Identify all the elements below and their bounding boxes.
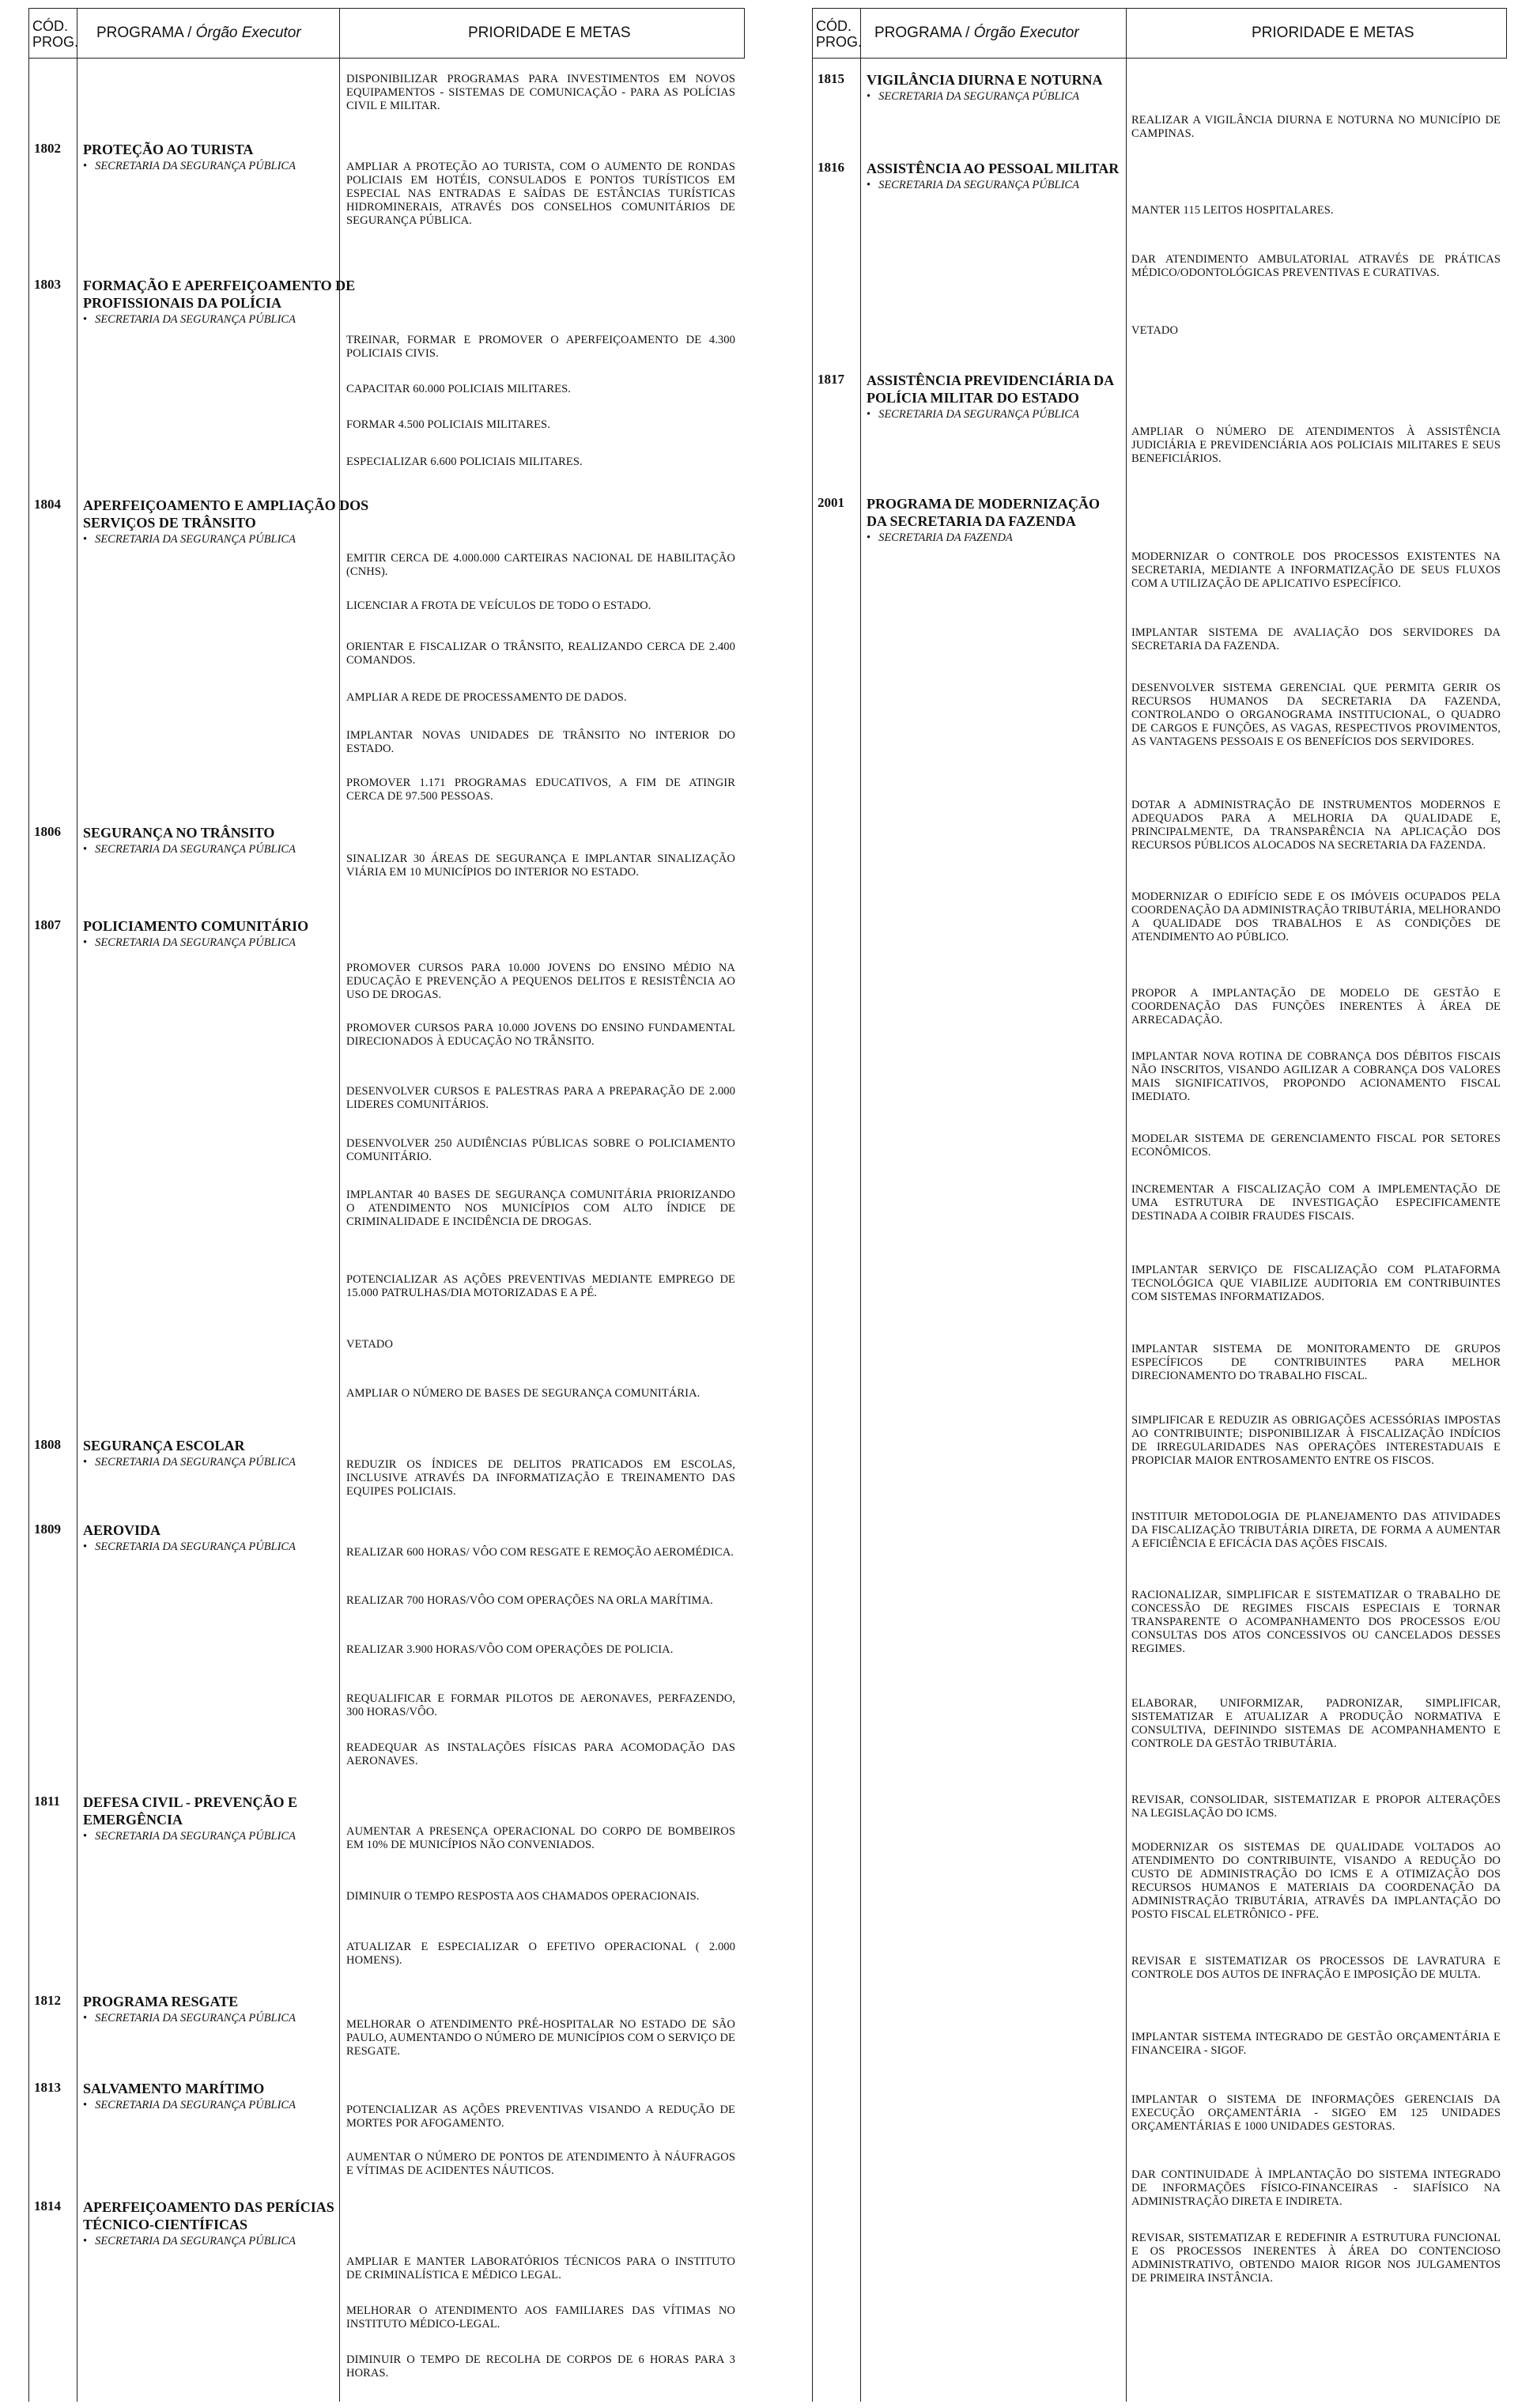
- program-name-text: AEROVIDA: [83, 1522, 161, 1538]
- goal-item: IMPLANTAR SISTEMA INTEGRADO DE GESTÃO ORÇAMENTÁRIA E FINANCEIRA - SIGOF.: [1131, 2031, 1501, 2057]
- goal-item: VETADO: [346, 1338, 394, 1351]
- goal-item: MELHORAR O ATENDIMENTO PRÉ-HOSPITALAR NO ESTADO DE SÃO PAULO, AUMENTANDO O NÚMERO DE MUNICÍPIOS COM O SERVIÇO DE RESGATE.: [346, 2018, 735, 2058]
- left-column: [28, 8, 745, 2402]
- program-name: [83, 1794, 376, 1843]
- header-prioridade: PRIORIDADE E METAS: [1252, 25, 1414, 41]
- header-programa-main: PROGRAMA /: [874, 25, 974, 41]
- header-programa-italic: Órgão Executor: [195, 25, 301, 41]
- program-code: 1803: [34, 277, 61, 292]
- program-name: [867, 495, 1120, 545]
- bullet-icon: •: [867, 408, 871, 421]
- goal-item: MELHORAR O ATENDIMENTO AOS FAMILIARES DAS VÍTIMAS NO INSTITUTO MÉDICO-LEGAL.: [346, 2304, 735, 2331]
- bullet-icon: •: [83, 313, 88, 326]
- goal-item: INCREMENTAR A FISCALIZAÇÃO COM A IMPLEMENTAÇÃO DE UMA ESTRUTURA DE INVESTIGAÇÃO ESPECIFICAMENTE DESTINADA A COIBIR FRAUDES FISCAIS.: [1131, 1183, 1501, 1223]
- program-code: 2001: [818, 495, 844, 510]
- goal-item: TREINAR, FORMAR E PROMOVER O APERFEIÇOAMENTO DE 4.300 POLICIAIS CIVIS.: [346, 334, 735, 360]
- goal-item: IMPLANTAR SISTEMA DE MONITORAMENTO DE GRUPOS ESPECÍFICOS DE CONTRIBUINTES PARA MELHOR DIRECIONAMENTO DO TRABALHO FISCAL.: [1131, 1343, 1501, 1382]
- goal-item: MODELAR SISTEMA DE GERENCIAMENTO FISCAL POR SETORES ECONÔMICOS.: [1131, 1132, 1501, 1159]
- program-org: [83, 2099, 376, 2112]
- program-name-text: APERFEIÇOAMENTO E AMPLIAÇÃO DOS SERVIÇOS DE TRÂNSITO: [83, 497, 369, 531]
- program-code: 1816: [818, 160, 844, 175]
- program-name: [83, 497, 376, 546]
- program-org: [83, 1540, 376, 1554]
- goal-item: READEQUAR AS INSTALAÇÕES FÍSICAS PARA ACOMODAÇÃO DAS AERONAVES.: [346, 1741, 735, 1767]
- goal-item: LICENCIAR A FROTA DE VEÍCULOS DE TODO O ESTADO.: [346, 599, 651, 612]
- table-body: [813, 57, 1507, 2402]
- header-programa: [874, 25, 1079, 42]
- goal-item: IMPLANTAR SERVIÇO DE FISCALIZAÇÃO COM PLATAFORMA TECNOLÓGICA QUE VIABILIZE AUDITORIA EM CONTRIBUINTES COM SISTEMAS INFORMATIZADOS.: [1131, 1264, 1501, 1303]
- goal-item: DIMINUIR O TEMPO RESPOSTA AOS CHAMADOS OPERACIONAIS.: [346, 1890, 700, 1903]
- goal-item: ELABORAR, UNIFORMIZAR, PADRONIZAR, SIMPLIFICAR, SISTEMATIZAR E ATUALIZAR A PRODUÇÃO NORMATIVA E CONSULTIVA, DEFININDO SISTEMAS DE ACOMPANHAMENTO E CONTROLE DA GESTÃO TRIBUTÁRIA.: [1131, 1697, 1501, 1750]
- goal-item: REALIZAR 600 HORAS/ VÔO COM RESGATE E REMOÇÃO AEROMÉDICA.: [346, 1546, 734, 1559]
- program-name: [83, 277, 376, 327]
- bullet-icon: •: [83, 533, 88, 546]
- goal-item: AUMENTAR O NÚMERO DE PONTOS DE ATENDIMENTO À NÁUFRAGOS E VÍTIMAS DE ACIDENTES NÁUTICOS.: [346, 2151, 735, 2177]
- program-name-text: ASSISTÊNCIA AO PESSOAL MILITAR: [867, 161, 1120, 176]
- program-name-text: ASSISTÊNCIA PREVIDENCIÁRIA DA POLÍCIA MILITAR DO ESTADO: [867, 372, 1114, 406]
- goal-item: REALIZAR 700 HORAS/VÔO COM OPERAÇÕES NA ORLA MARÍTIMA.: [346, 1594, 713, 1607]
- goal-item: DISPONIBILIZAR PROGRAMAS PARA INVESTIMENTOS EM NOVOS EQUIPAMENTOS - SISTEMAS DE COMUNICAÇÃO - PARA AS POLÍCIAS CIVIL E MILITAR.: [346, 73, 735, 112]
- goal-item: REVISAR E SISTEMATIZAR OS PROCESSOS DE LAVRATURA E CONTROLE DOS AUTOS DE INFRAÇÃO E IMPOSIÇÃO DE MULTA.: [1131, 1955, 1501, 1981]
- program-org: [867, 179, 1120, 192]
- program-code: 1804: [34, 497, 61, 512]
- goal-item: REALIZAR A VIGILÂNCIA DIURNA E NOTURNA NO MUNICÍPIO DE CAMPINAS.: [1131, 114, 1501, 140]
- goal-item: IMPLANTAR O SISTEMA DE INFORMAÇÕES GERENCIAIS DA EXECUÇÃO ORÇAMENTÁRIA - SIGEO EM 125 UNIDADES ORÇAMENTÁRIAS E 1000 UNIDADES GESTORAS.: [1131, 2093, 1501, 2133]
- program-name: [83, 2198, 376, 2248]
- goal-item: AMPLIAR E MANTER LABORATÓRIOS TÉCNICOS PARA O INSTITUTO DE CRIMINALÍSTICA E MÉDICO LEGAL.: [346, 2255, 735, 2281]
- program-org-text: SECRETARIA DA SEGURANÇA PÚBLICA: [95, 1830, 296, 1843]
- goal-item: AMPLIAR A PROTEÇÃO AO TURISTA, COM O AUMENTO DE RONDAS POLICIAIS EM HOTÉIS, CONSULADOS E PONTOS TURÍSTICOS EM ESPECIAL NAS ENTRADAS E SAÍDAS DE ESTÂNCIAS TURÍSTICAS HIDROMINERAIS, ATRAVÉS DOS CONSELHOS COMUNITÁRIOS DE SEGURANÇA PÚBLICA.: [346, 161, 735, 227]
- goal-item: MANTER 115 LEITOS HOSPITALARES.: [1131, 204, 1334, 217]
- program-name-text: SEGURANÇA NO TRÂNSITO: [83, 825, 275, 841]
- goal-item: IMPLANTAR SISTEMA DE AVALIAÇÃO DOS SERVIDORES DA SECRETARIA DA FAZENDA.: [1131, 626, 1501, 652]
- program-org-text: SECRETARIA DA SEGURANÇA PÚBLICA: [95, 843, 296, 856]
- program-name: [83, 1522, 376, 1554]
- program-code: 1811: [34, 1794, 61, 1809]
- bullet-icon: •: [83, 843, 88, 856]
- program-name: [867, 160, 1120, 192]
- program-name: [83, 2080, 376, 2112]
- goal-item: PROPOR A IMPLANTAÇÃO DE MODELO DE GESTÃO E COORDENAÇÃO DAS FUNÇÕES INERENTES À ÁREA DE ARRECADAÇÃO.: [1131, 987, 1501, 1026]
- goal-item: REDUZIR OS ÍNDICES DE DELITOS PRATICADOS EM ESCOLAS, INCLUSIVE ATRAVÉS DA INFORMATIZAÇÃO E TREINAMENTO DAS EQUIPES POLICIAIS.: [346, 1458, 735, 1498]
- goal-item: ESPECIALIZAR 6.600 POLICIAIS MILITARES.: [346, 456, 583, 468]
- program-code: 1807: [34, 917, 61, 932]
- goal-item: IMPLANTAR 40 BASES DE SEGURANÇA COMUNITÁRIA PRIORIZANDO O ATENDIMENTO NOS MUNICÍPIOS COM ALTO ÍNDICE DE CRIMINALIDADE E INCIDÊNCIA DE DROGAS.: [346, 1189, 735, 1228]
- goal-item: REVISAR, SISTEMATIZAR E REDEFINIR A ESTRUTURA FUNCIONAL E OS PROCESSOS INERENTES À ÁREA DO CONTENCIOSO ADMINISTRATIVO, OBTENDO MAIOR RIGOR NOS JULGAMENTOS DE PRIMEIRA INSTÂNCIA.: [1131, 2232, 1501, 2285]
- bullet-icon: •: [83, 2235, 88, 2247]
- program-org: [83, 160, 376, 173]
- program-org: [83, 2012, 376, 2025]
- goal-item: DAR CONTINUIDADE À IMPLANTAÇÃO DO SISTEMA INTEGRADO DE INFORMAÇÕES FÍSICO-FINANCEIRAS - SIAFÍSICO NA ADMINISTRAÇÃO DIRETA E INDIRETA.: [1131, 2168, 1501, 2208]
- program-org-text: SECRETARIA DA SEGURANÇA PÚBLICA: [95, 1540, 296, 1553]
- program-name: [83, 141, 376, 173]
- goal-item: IMPLANTAR NOVAS UNIDADES DE TRÂNSITO NO INTERIOR DO ESTADO.: [346, 729, 735, 755]
- goal-item: REQUALIFICAR E FORMAR PILOTOS DE AERONAVES, PERFAZENDO, 300 HORAS/VÔO.: [346, 1692, 735, 1718]
- program-name: [83, 1993, 376, 2025]
- bullet-icon: •: [83, 1456, 88, 1469]
- program-org: [83, 843, 376, 856]
- program-org-text: SECRETARIA DA SEGURANÇA PÚBLICA: [95, 2235, 296, 2247]
- program-code: 1812: [34, 1993, 61, 2008]
- program-name: [83, 917, 376, 950]
- goal-item: POTENCIALIZAR AS AÇÕES PREVENTIVAS MEDIANTE EMPREGO DE 15.000 PATRULHAS/DIA MOTORIZADAS E A PÉ.: [346, 1273, 735, 1299]
- goal-item: DIMINUIR O TEMPO DE RECOLHA DE CORPOS DE 6 HORAS PARA 3 HORAS.: [346, 2353, 735, 2380]
- table-body: [29, 57, 745, 2402]
- goal-item: POTENCIALIZAR AS AÇÕES PREVENTIVAS VISANDO A REDUÇÃO DE MORTES POR AFOGAMENTO.: [346, 2104, 735, 2130]
- header-programa-italic: Órgão Executor: [973, 25, 1079, 41]
- goal-item: EMITIR CERCA DE 4.000.000 CARTEIRAS NACIONAL DE HABILITAÇÃO (CNHS).: [346, 552, 735, 578]
- bullet-icon: •: [83, 936, 88, 949]
- goal-item: SIMPLIFICAR E REDUZIR AS OBRIGAÇÕES ACESSÓRIAS IMPOSTAS AO CONTRIBUINTE; DISPONIBILIZAR À FISCALIZAÇÃO INDÍCIOS DE IRREGULARIDADES NAS OPERAÇÕES INTERESTADUAIS E PROPICIAR MAIOR ENTROSAMENTO ENTRE OS FISCOS.: [1131, 1414, 1501, 1467]
- program-org-text: SECRETARIA DA SEGURANÇA PÚBLICA: [878, 179, 1079, 191]
- program-org-text: SECRETARIA DA SEGURANÇA PÚBLICA: [878, 408, 1079, 421]
- program-code: 1806: [34, 824, 61, 839]
- bullet-icon: •: [867, 90, 871, 103]
- goal-item: REALIZAR 3.900 HORAS/VÔO COM OPERAÇÕES DE POLICIA.: [346, 1643, 674, 1656]
- program-org: [83, 2235, 376, 2248]
- header-programa: [96, 25, 301, 42]
- goal-item: DAR ATENDIMENTO AMBULATORIAL ATRAVÉS DE PRÁTICAS MÉDICO/ODONTOLÓGICAS PREVENTIVAS E CURATIVAS.: [1131, 253, 1501, 279]
- goal-item: DESENVOLVER 250 AUDIÊNCIAS PÚBLICAS SOBRE O POLICIAMENTO COMUNITÁRIO.: [346, 1137, 735, 1163]
- program-org-text: SECRETARIA DA SEGURANÇA PÚBLICA: [878, 90, 1079, 103]
- goal-item: DESENVOLVER SISTEMA GERENCIAL QUE PERMITA GERIR OS RECURSOS HUMANOS DA SECRETARIA DA FAZENDA, CONTROLANDO O ORGANOGRAMA INSTITUCIONAL, O QUADRO DE CARGOS E FUNÇÕES, AS VAGAS, RESPECTIVOS PROVIMENTOS, AS VANTAGENS PESSOAIS E OS BENEFÍCIOS DOS SERVIDORES.: [1131, 682, 1501, 748]
- program-org-text: SECRETARIA DA SEGURANÇA PÚBLICA: [95, 313, 296, 326]
- program-code: 1814: [34, 2198, 61, 2213]
- program-name: [83, 1437, 376, 1469]
- header-cod: CÓD. PROG.: [32, 18, 79, 50]
- goal-item: ORIENTAR E FISCALIZAR O TRÂNSITO, REALIZANDO CERCA DE 2.400 COMANDOS.: [346, 641, 735, 667]
- program-code: 1809: [34, 1522, 61, 1537]
- program-org-text: SECRETARIA DA SEGURANÇA PÚBLICA: [95, 936, 296, 949]
- goal-item: SINALIZAR 30 ÁREAS DE SEGURANÇA E IMPLANTAR SINALIZAÇÃO VIÁRIA EM 10 MUNICÍPIOS DO INTERIOR NO ESTADO.: [346, 852, 735, 879]
- goal-item: ATUALIZAR E ESPECIALIZAR O EFETIVO OPERACIONAL ( 2.000 HOMENS).: [346, 1941, 735, 1967]
- program-name-text: SALVAMENTO MARÍTIMO: [83, 2081, 265, 2096]
- goal-item: INSTITUIR METODOLOGIA DE PLANEJAMENTO DAS ATIVIDADES DA FISCALIZAÇÃO TRIBUTÁRIA DIRETA, DE FORMA A AUMENTAR A EFICIÊNCIA E EFICÁCIA DAS AÇÕES FISCAIS.: [1131, 1510, 1501, 1550]
- goal-item: PROMOVER CURSOS PARA 10.000 JOVENS DO ENSINO FUNDAMENTAL DIRECIONADOS À EDUCAÇÃO NO TRÂNSITO.: [346, 1022, 735, 1048]
- program-name-text: PROGRAMA DE MODERNIZAÇÃO DA SECRETARIA DA FAZENDA: [867, 496, 1100, 529]
- program-name-text: DEFESA CIVIL - PREVENÇÃO E EMERGÊNCIA: [83, 1794, 298, 1828]
- program-org: [867, 531, 1120, 545]
- goal-item: FORMAR 4.500 POLICIAIS MILITARES.: [346, 418, 550, 431]
- program-org: [83, 533, 376, 546]
- goal-item: RACIONALIZAR, SIMPLIFICAR E SISTEMATIZAR O TRABALHO DE CONCESSÃO DE REGIMES FISCAIS ESPECIAIS E TORNAR TRANSPARENTE O ACOMPANHAMENTO DOS PROCESSOS E/OU CONSULTAS DOS ATOS CONCESSIVOS OU CANCELADOS DESSES REGIMES.: [1131, 1589, 1501, 1655]
- program-name-text: VIGILÂNCIA DIURNA E NOTURNA: [867, 72, 1103, 88]
- header-divider: [1126, 9, 1127, 58]
- bullet-icon: •: [83, 1540, 88, 1553]
- goal-item: MODERNIZAR OS SISTEMAS DE QUALIDADE VOLTADOS AO ATENDIMENTO DO CONTRIBUINTE, VISANDO A REDUÇÃO DO CUSTO DE ADMINISTRAÇÃO DO ICMS E A OTIMIZAÇÃO DOS RECURSOS HUMANOS E MATERIAIS DA COORDENAÇÃO DA ADMINISTRAÇÃO TRIBUTÁRIA, ATRAVÉS DA IMPLANTAÇÃO DO POSTO FISCAL ELETRÔNICO - PFE.: [1131, 1841, 1501, 1921]
- header-programa-main: PROGRAMA /: [96, 25, 196, 41]
- goal-item: AMPLIAR O NÚMERO DE ATENDIMENTOS À ASSISTÊNCIA JUDICIÁRIA E PREVIDENCIÁRIA AOS POLICIAIS MILITARES E SEUS BENEFICIÁRIOS.: [1131, 425, 1501, 465]
- header-cod: CÓD. PROG.: [816, 18, 863, 50]
- program-name: [83, 824, 376, 856]
- program-org: [867, 90, 1120, 104]
- goal-item: AUMENTAR A PRESENÇA OPERACIONAL DO CORPO DE BOMBEIROS EM 10% DE MUNICÍPIOS NÃO CONVENIADOS.: [346, 1825, 735, 1851]
- program-org-text: SECRETARIA DA SEGURANÇA PÚBLICA: [95, 160, 296, 172]
- program-org-text: SECRETARIA DA SEGURANÇA PÚBLICA: [95, 2099, 296, 2111]
- table-header: [29, 8, 745, 59]
- program-name-text: SEGURANÇA ESCOLAR: [83, 1438, 245, 1453]
- program-code: 1813: [34, 2080, 61, 2095]
- program-org: [83, 1456, 376, 1469]
- bullet-icon: •: [83, 2012, 88, 2024]
- program-org-text: SECRETARIA DA SEGURANÇA PÚBLICA: [95, 2012, 296, 2024]
- program-code: 1808: [34, 1437, 61, 1452]
- goal-item: DESENVOLVER CURSOS E PALESTRAS PARA A PREPARAÇÃO DE 2.000 LIDERES COMUNITÁRIOS.: [346, 1085, 735, 1111]
- program-name-text: PROTEÇÃO AO TURISTA: [83, 142, 254, 157]
- goal-item: VETADO: [1131, 324, 1179, 337]
- program-org-text: SECRETARIA DA SEGURANÇA PÚBLICA: [95, 533, 296, 546]
- program-name-text: PROGRAMA RESGATE: [83, 1994, 239, 2009]
- goal-item: CAPACITAR 60.000 POLICIAIS MILITARES.: [346, 383, 572, 395]
- program-code: 1802: [34, 141, 61, 156]
- goal-item: DOTAR A ADMINISTRAÇÃO DE INSTRUMENTOS MODERNOS E ADEQUADOS PARA A MELHORIA DA QUALIDADE E, PRINCIPALMENTE, DA TRANSPARÊNCIA NA APLICAÇÃO DOS RECURSOS PÚBLICOS ALOCADOS NA SECRETARIA DA FAZENDA.: [1131, 799, 1501, 852]
- goal-item: MODERNIZAR O EDIFÍCIO SEDE E OS IMÓVEIS OCUPADOS PELA COORDENAÇÃO DA ADMINISTRAÇÃO TRIBUTÁRIA, MELHORANDO A QUALIDADE DOS TRABALHOS E AS CONDIÇÕES DE ATENDIMENTO AO PÚBLICO.: [1131, 890, 1501, 943]
- bullet-icon: •: [867, 531, 871, 544]
- goal-item: PROMOVER CURSOS PARA 10.000 JOVENS DO ENSINO MÉDIO NA EDUCAÇÃO E PREVENÇÃO A PEQUENOS DELITOS E RESISTÊNCIA AO USO DE DROGAS.: [346, 962, 735, 1001]
- program-org: [83, 313, 376, 327]
- bullet-icon: •: [83, 160, 88, 172]
- program-org: [83, 1830, 376, 1843]
- program-name-text: FORMAÇÃO E APERFEIÇOAMENTO DE PROFISSIONAIS DA POLÍCIA: [83, 278, 356, 311]
- program-org: [867, 408, 1120, 421]
- header-divider: [860, 9, 861, 58]
- program-name: [867, 71, 1120, 104]
- program-code: 1817: [818, 372, 844, 387]
- goal-item: REVISAR, CONSOLIDAR, SISTEMATIZAR E PROPOR ALTERAÇÕES NA LEGISLAÇÃO DO ICMS.: [1131, 1794, 1501, 1820]
- header-divider: [339, 9, 340, 58]
- goal-item: AMPLIAR A REDE DE PROCESSAMENTO DE DADOS.: [346, 691, 627, 704]
- bullet-icon: •: [867, 179, 871, 191]
- goal-item: AMPLIAR O NÚMERO DE BASES DE SEGURANÇA COMUNITÁRIA.: [346, 1387, 701, 1400]
- goal-item: PROMOVER 1.171 PROGRAMAS EDUCATIVOS, A FIM DE ATINGIR CERCA DE 97.500 PESSOAS.: [346, 777, 735, 803]
- program-org-text: SECRETARIA DA SEGURANÇA PÚBLICA: [95, 1456, 296, 1469]
- program-org-text: SECRETARIA DA FAZENDA: [878, 531, 1013, 544]
- goal-item: MODERNIZAR O CONTROLE DOS PROCESSOS EXISTENTES NA SECRETARIA, MEDIANTE A INFORMATIZAÇÃO DE SEUS FLUXOS COM A UTILIZAÇÃO DE APLICATIVO ESPECÍFICO.: [1131, 550, 1501, 590]
- program-name-text: APERFEIÇOAMENTO DAS PERÍCIAS TÉCNICO-CIENTÍFICAS: [83, 2199, 334, 2232]
- program-name-text: POLICIAMENTO COMUNITÁRIO: [83, 918, 309, 934]
- program-code: 1815: [818, 71, 844, 86]
- bullet-icon: •: [83, 2099, 88, 2111]
- right-column: [812, 8, 1507, 2402]
- program-org: [83, 936, 376, 950]
- header-prioridade: PRIORIDADE E METAS: [468, 25, 631, 41]
- bullet-icon: •: [83, 1830, 88, 1843]
- program-name: [867, 372, 1120, 421]
- goal-item: IMPLANTAR NOVA ROTINA DE COBRANÇA DOS DÉBITOS FISCAIS NÃO INSCRITOS, VISANDO AGILIZAR A COBRANÇA DOS VALORES MAIS SIGNIFICATIVOS, PROPONDO ACIONAMENTO FISCAL IMEDIATO.: [1131, 1050, 1501, 1103]
- table-header: [813, 8, 1507, 59]
